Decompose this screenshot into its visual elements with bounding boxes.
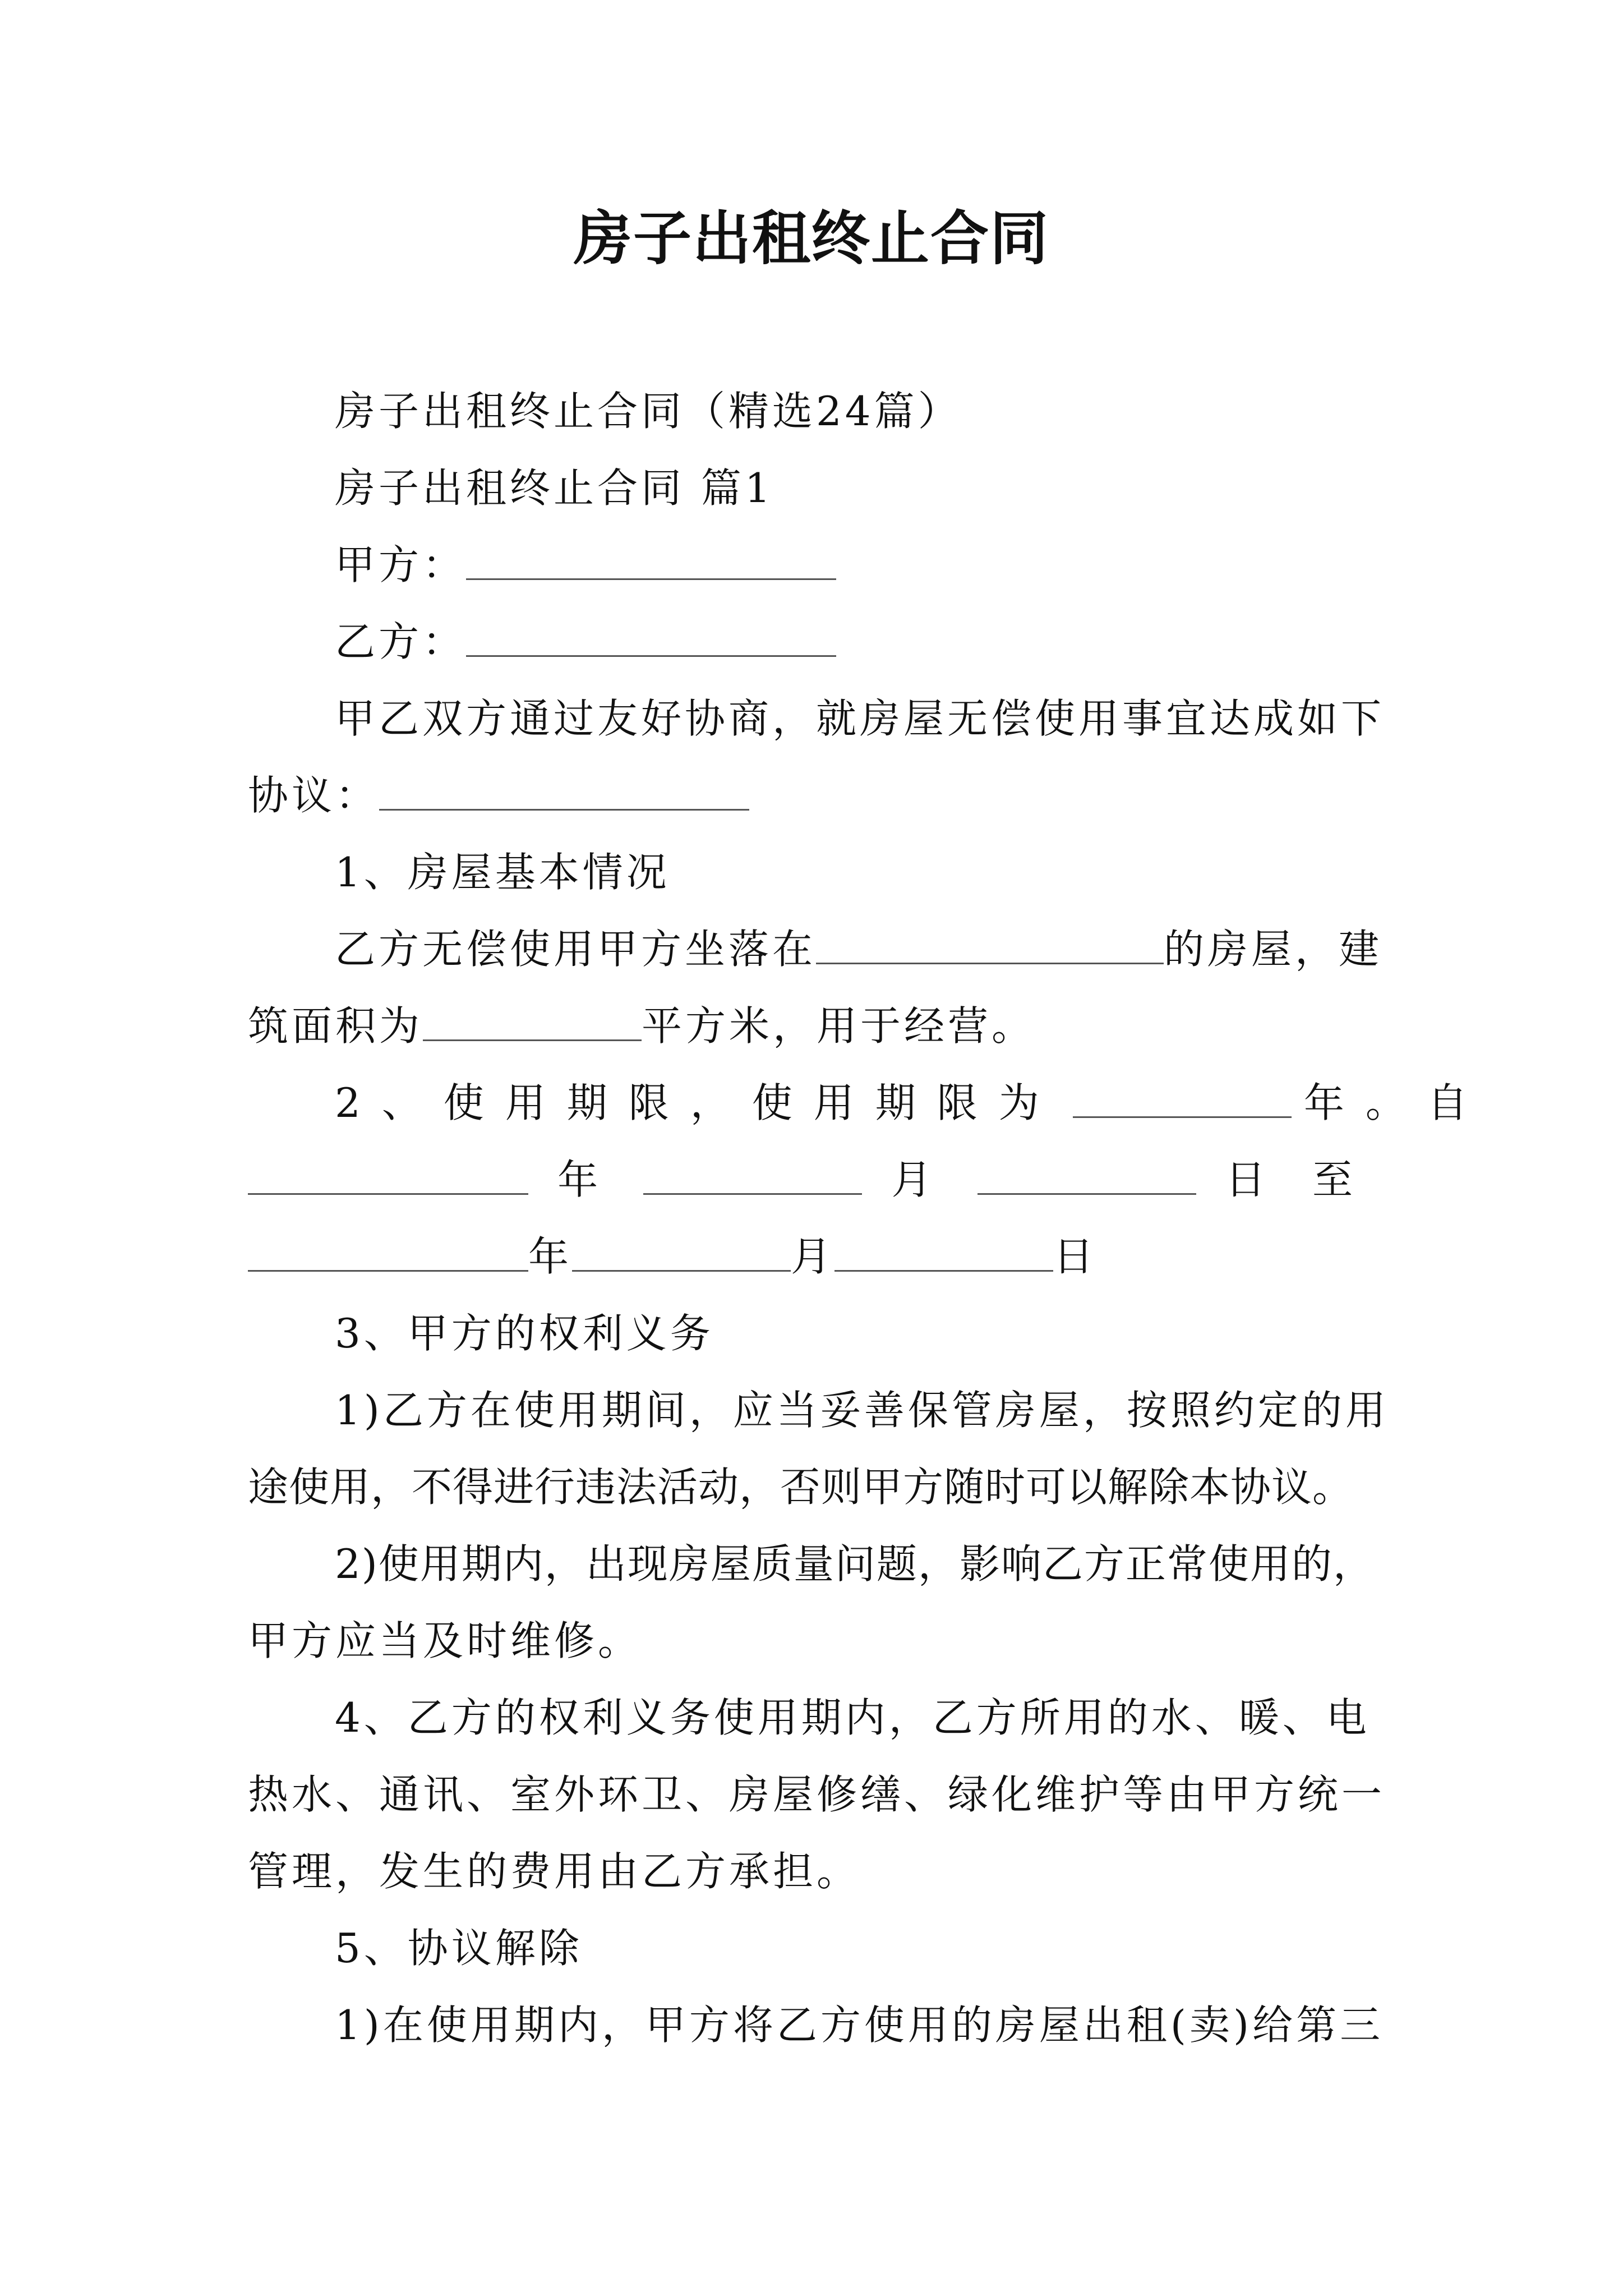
location-blank (816, 929, 1164, 964)
start-year-label: 年 (557, 1156, 615, 1203)
preamble-label: 协议： (248, 772, 380, 819)
section1-heading: 1、房屋基本情况 (335, 849, 670, 896)
party-a-line (248, 527, 1386, 604)
section3-item1-line-2: 途使用，不得进行违法活动，否则甲方随时可以解除本协议。 (248, 1464, 1354, 1511)
section3-item1-line-1: 1)乙方在使用期间，应当妥善保管房屋，按照约定的用 (335, 1387, 1389, 1434)
section2-line-1 (248, 1065, 1489, 1142)
section1-line-2 (248, 988, 1386, 1065)
preamble-line-1: 甲乙双方通过友好协商，就房屋无偿使用事宜达成如下 (335, 695, 1385, 742)
party-a-label: 甲方： (335, 541, 467, 588)
end-month-label: 月 (791, 1233, 835, 1280)
section2-text-b: 年。自 (1303, 1079, 1489, 1126)
term-blank (1073, 1083, 1292, 1118)
section3-item2-line-2: 甲方应当及时维修。 (248, 1617, 642, 1664)
end-day-blank (834, 1236, 1053, 1272)
party-a-blank (466, 545, 836, 580)
start-month-blank (643, 1159, 862, 1195)
section2-text-a: 2、使用期限，使用期限为 (335, 1079, 1061, 1126)
document-title: 房子出租终止合同 (573, 204, 1049, 273)
party-b-label: 乙方： (335, 618, 467, 665)
start-month-label: 月 (891, 1156, 948, 1203)
start-day-label: 日至 (1225, 1156, 1386, 1203)
end-year-blank (248, 1236, 528, 1272)
section4-line-2: 热水、通讯、室外环卫、房屋修缮、绿化维护等由甲方统一 (248, 1771, 1386, 1818)
section2-line-3 (248, 1218, 1386, 1295)
section1-text-d: 平方米，用于经营。 (642, 1002, 1036, 1050)
section4-line-1: 4、乙方的权利义务使用期内，乙方所用的水、暖、电 (335, 1694, 1370, 1741)
preamble-blank (379, 775, 749, 811)
party-b-line (248, 604, 1386, 680)
section5-heading: 5、协议解除 (335, 1925, 583, 1972)
section5-item1-line-1: 1)在使用期内，甲方将乙方使用的房屋出租(卖)给第三 (335, 2001, 1384, 2049)
end-month-blank (572, 1236, 791, 1272)
section3-item2-line-1: 2)使用期内，出现房屋质量问题，影响乙方正常使用的， (335, 1540, 1375, 1588)
preamble-line-2 (248, 757, 1386, 834)
end-day-label: 日 (1053, 1233, 1098, 1280)
section1-text-b: 的房屋，建 (1164, 926, 1383, 973)
section4-line-3: 管理，发生的费用由乙方承担。 (248, 1848, 861, 1895)
section3-heading: 3、甲方的权利义务 (335, 1310, 714, 1357)
section2-line-2 (248, 1142, 1386, 1218)
area-blank (423, 1006, 642, 1041)
intro-title: 房子出租终止合同（精选24篇） (335, 388, 962, 435)
section1-line-1 (248, 911, 1386, 988)
start-year-blank (248, 1159, 528, 1195)
document-body (248, 373, 1489, 2064)
article-heading: 房子出租终止合同 篇1 (335, 464, 774, 512)
party-b-blank (466, 622, 836, 657)
section1-text-c: 筑面积为 (248, 1002, 423, 1050)
start-day-blank (978, 1159, 1196, 1195)
section1-text-a: 乙方无偿使用甲方坐落在 (335, 926, 817, 973)
end-year-label: 年 (528, 1233, 573, 1280)
